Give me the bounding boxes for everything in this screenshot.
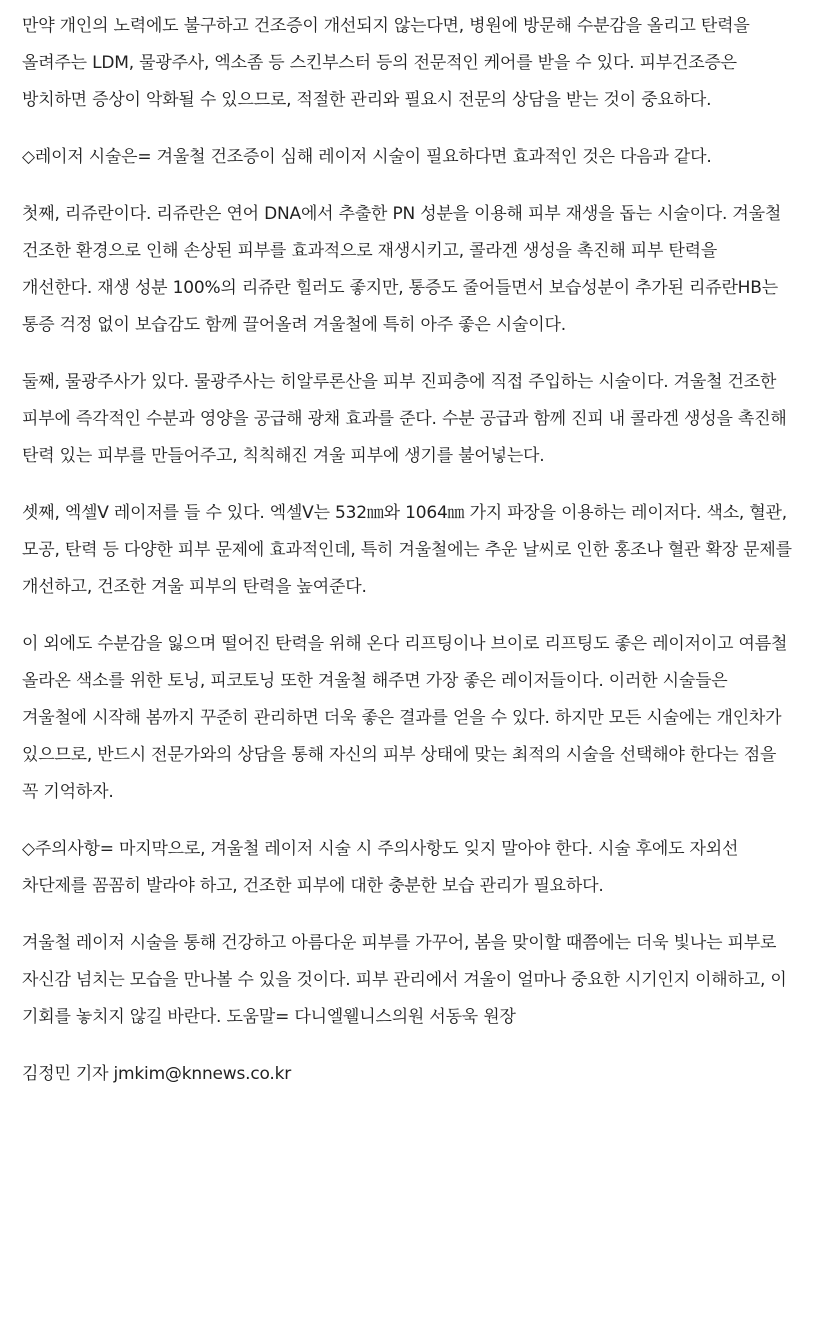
paragraph-precautions: ◇주의사항= 마지막으로, 겨울철 레이저 시술 시 주의사항도 잊지 말아야 한다. 시술 후에도 자외선 차단제를 꼼꼼히 발라야 하고, 건조한 피부에 대한 충분한 보습 관리가 필요하다. bbox=[22, 839, 739, 896]
paragraph-intro-skin-care: 만약 개인의 노력에도 불구하고 건조증이 개선되지 않는다면, 병원에 방문해 수분감을 올리고 탄력을 올려주는 LDM, 물광주사, 엑소좀 등 스킨부스터 등의 전문적인 케어를 받을 수 있다. 피부건조증은 방치하면 증상이 악화될 수 있으므로, 적절한 관리와 필요시 전문의 상담을 받는 것이 중요하다. bbox=[22, 16, 750, 110]
paragraph-excel-v: 셋째, 엑셀V 레이저를 들 수 있다. 엑셀V는 532㎚와 1064㎚ 가지 파장을 이용하는 레이저다. 색소, 혈관, 모공, 탄력 등 다양한 피부 문제에 효과적인데, 특히 겨울철에는 추운 날씨로 인한 홍조나 혈관 확장 문제를 개선하고, 건조한 겨울 피부의 탄력을 높여준다. bbox=[22, 503, 792, 597]
paragraph-conclusion: 겨울철 레이저 시술을 통해 건강하고 아름다운 피부를 가꾸어, 봄을 맞이할 때쯤에는 더욱 빛나는 피부로 자신감 넘치는 모습을 만나볼 수 있을 것이다. 피부 관리에서 겨울이 얼마나 중요한 시기인지 이해하고, 이 기회를 놓치지 않길 바란다. 도움말= 다니엘웰니스의원 서동욱 원장 bbox=[22, 933, 787, 1027]
paragraph-laser-heading: ◇레이저 시술은= 겨울철 건조증이 심해 레이저 시술이 필요하다면 효과적인 것은 다음과 같다. bbox=[22, 147, 712, 167]
article-body bbox=[22, 8, 792, 1113]
paragraph-water-injection: 둘째, 물광주사가 있다. 물광주사는 히알루론산을 피부 진피층에 직접 주입하는 시술이다. 겨울철 건조한 피부에 즉각적인 수분과 영양을 공급해 광채 효과를 준다. 수분 공급과 함께 진피 내 콜라겐 생성을 촉진해 탄력 있는 피부를 만들어주고, 칙칙해진 겨울 피부에 생기를 불어넣는다. bbox=[22, 372, 787, 466]
paragraph-other-lasers: 이 외에도 수분감을 잃으며 떨어진 탄력을 위해 온다 리프팅이나 브이로 리프팅도 좋은 레이저이고 여름철 올라온 색소를 위한 토닝, 피코토닝 또한 겨울철 해주면 가장 좋은 레이저들이다. 이러한 시술들은 겨울철에 시작해 봄까지 꾸준히 관리하면 더욱 좋은 결과를 얻을 수 있다. 하지만 모든 시술에는 개인차가 있으므로, 반드시 전문가와의 상담을 통해 자신의 피부 상태에 맞는 최적의 시술을 선택해야 한다는 점을 꼭 기억하자. bbox=[22, 634, 788, 802]
paragraph-rejuran: 첫째, 리쥬란이다. 리쥬란은 연어 DNA에서 추출한 PN 성분을 이용해 피부 재생을 돕는 시술이다. 겨울철 건조한 환경으로 인해 손상된 피부를 효과적으로 재생시키고, 콜라겐 생성을 촉진해 피부 탄력을 개선한다. 재생 성분 100%의 리쥬란 힐러도 좋지만, 통증도 줄어들면서 보습성분이 추가된 리쥬란HB는 통증 걱정 없이 보습감도 함께 끌어올려 겨울철에 특히 아주 좋은 시술이다. bbox=[22, 204, 782, 335]
article-byline: 김정민 기자 jmkim@knnews.co.kr bbox=[22, 1064, 292, 1084]
